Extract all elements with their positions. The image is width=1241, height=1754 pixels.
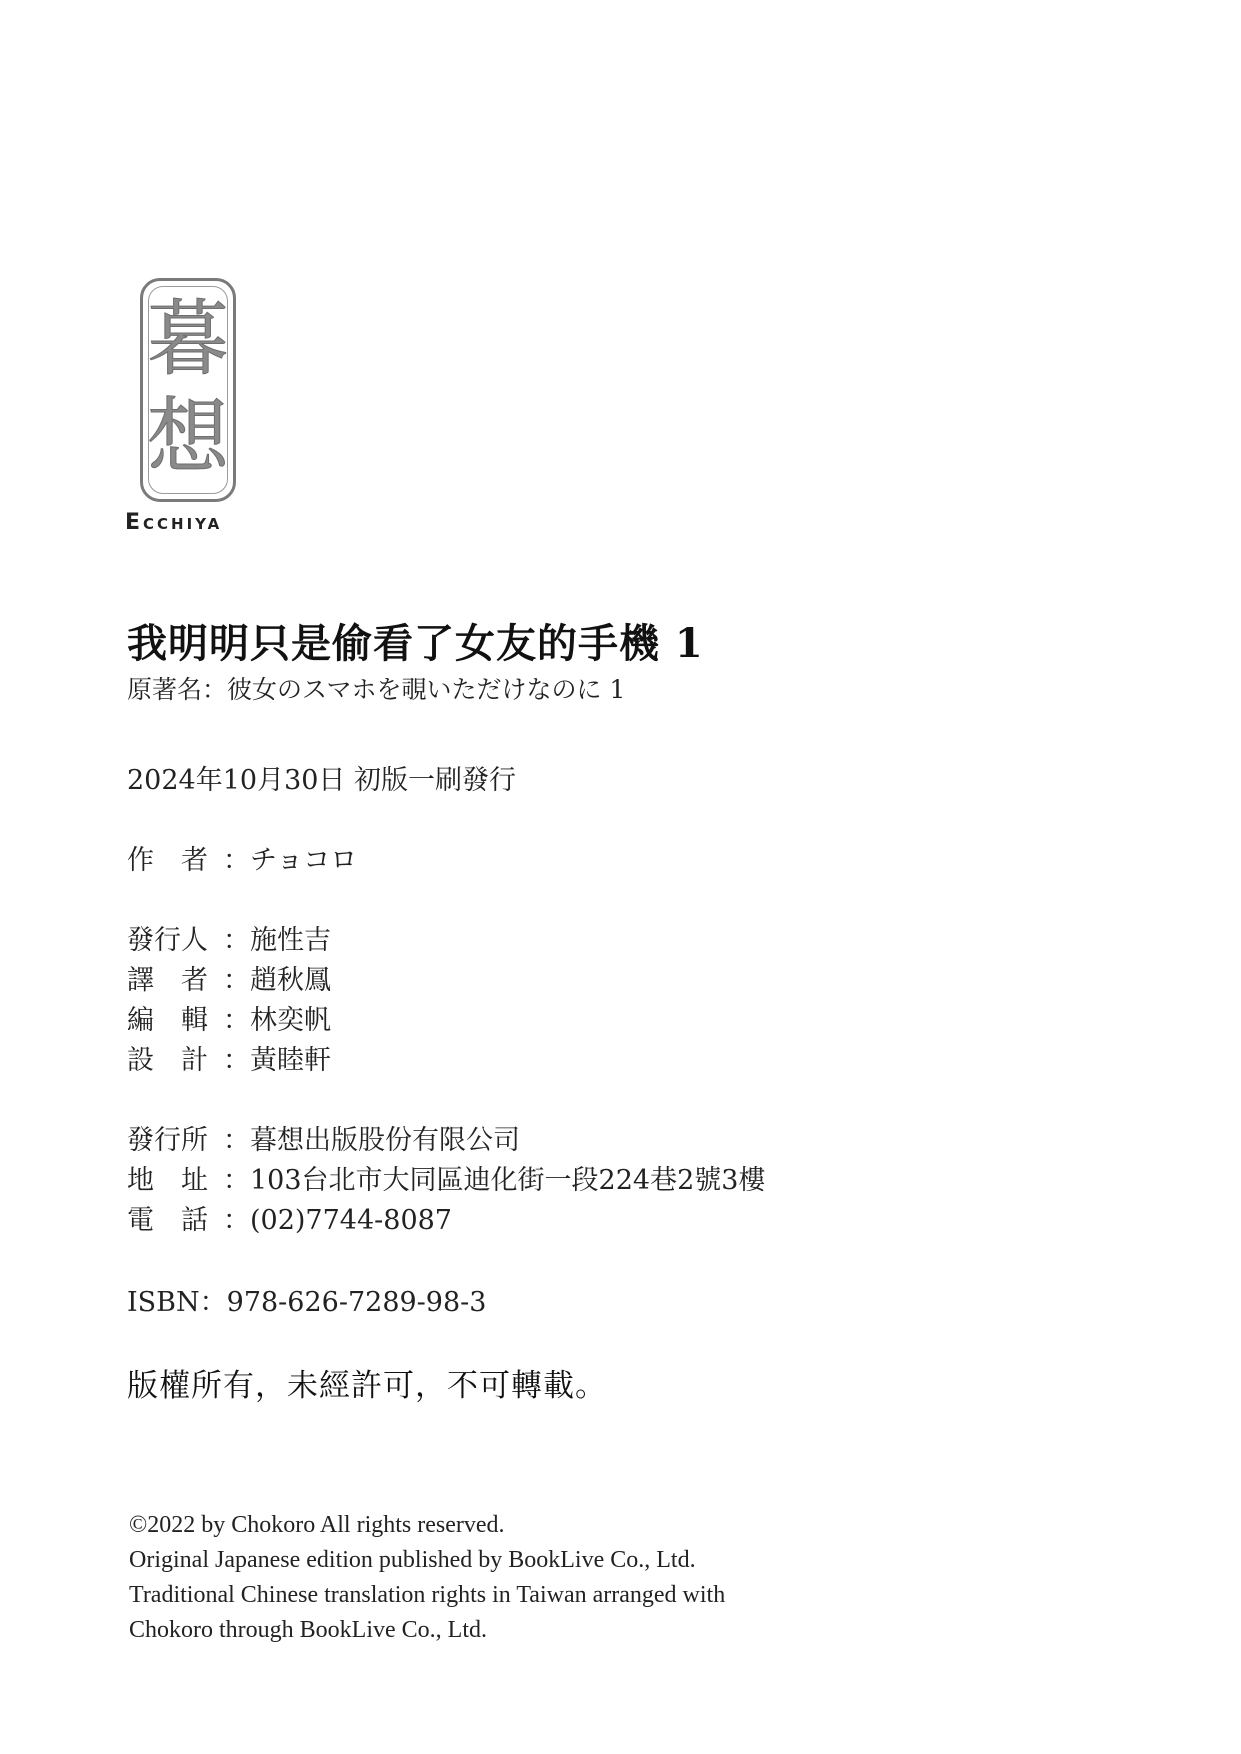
phone-label: 電 話: [127, 1205, 208, 1236]
translator-row: [127, 958, 331, 997]
publisher-person-label: 發行人: [127, 925, 208, 956]
publisher-logo: [125, 278, 257, 535]
address-row: [127, 1158, 765, 1197]
publish-date: 2024年10月30日 初版一刷發行: [127, 765, 517, 796]
translator-label: 譯 者: [127, 965, 208, 996]
translator-sep: ：: [223, 965, 250, 996]
english-line-4: Chokoro through BookLive Co., Ltd.: [129, 1617, 487, 1643]
address-sep: ：: [223, 1165, 250, 1196]
author-row: [127, 838, 357, 877]
designer-row: [127, 1038, 331, 1077]
editor-row: [127, 998, 331, 1037]
publisher-person-value: 施性吉: [250, 925, 331, 956]
translator-value: 趙秋鳳: [250, 965, 331, 996]
publisher-value: 暮想出版股份有限公司: [250, 1125, 520, 1156]
publisher-label: 發行所: [127, 1125, 208, 1156]
isbn-row: [127, 1280, 486, 1319]
publisher-person-row: [127, 918, 331, 957]
english-line-1: ©2022 by Chokoro All rights reserved.: [129, 1512, 505, 1538]
isbn-sep: ：: [199, 1287, 227, 1318]
editor-value: 林奕帆: [250, 1005, 331, 1036]
isbn-label: ISBN: [127, 1287, 200, 1318]
publisher-sep: ：: [223, 1125, 250, 1156]
english-line-3: Traditional Chinese translation rights in Taiwan arranged with: [129, 1582, 726, 1608]
address-value: 103台北市大同區迪化街一段224巷2號3樓: [250, 1165, 766, 1196]
author-sep: ：: [223, 845, 250, 876]
original-title: 原著名：彼女のスマホを覗いただけなのに 1: [127, 675, 626, 704]
phone-sep: ：: [223, 1205, 250, 1236]
logo-wordmark: Ecchiya: [125, 510, 223, 535]
designer-value: 黃睦軒: [250, 1045, 331, 1076]
phone-value: (02)7744-8087: [250, 1205, 452, 1236]
logo-emblem: [140, 278, 236, 502]
isbn-value: 978-626-7289-98-3: [226, 1287, 487, 1318]
english-line-2: Original Japanese edition published by BookLive Co., Ltd.: [129, 1547, 696, 1573]
publisher-person-sep: ：: [223, 925, 250, 956]
book-title: 我明明只是偷看了女友的手機 1: [127, 620, 704, 667]
editor-label: 編 輯: [127, 1005, 208, 1036]
rights-notice: 版權所有，未經許可，不可轉載。: [127, 1368, 607, 1404]
publisher-row: [127, 1118, 520, 1157]
author-value: チョコロ: [250, 845, 358, 876]
logo-char-2: 想: [146, 390, 229, 485]
author-label: 作 者: [127, 845, 208, 876]
designer-label: 設 計: [127, 1045, 208, 1076]
address-label: 地 址: [127, 1165, 208, 1196]
designer-sep: ：: [223, 1045, 250, 1076]
editor-sep: ：: [223, 1005, 250, 1036]
logo-char-1: 暮: [146, 292, 229, 387]
phone-row: [127, 1198, 452, 1237]
